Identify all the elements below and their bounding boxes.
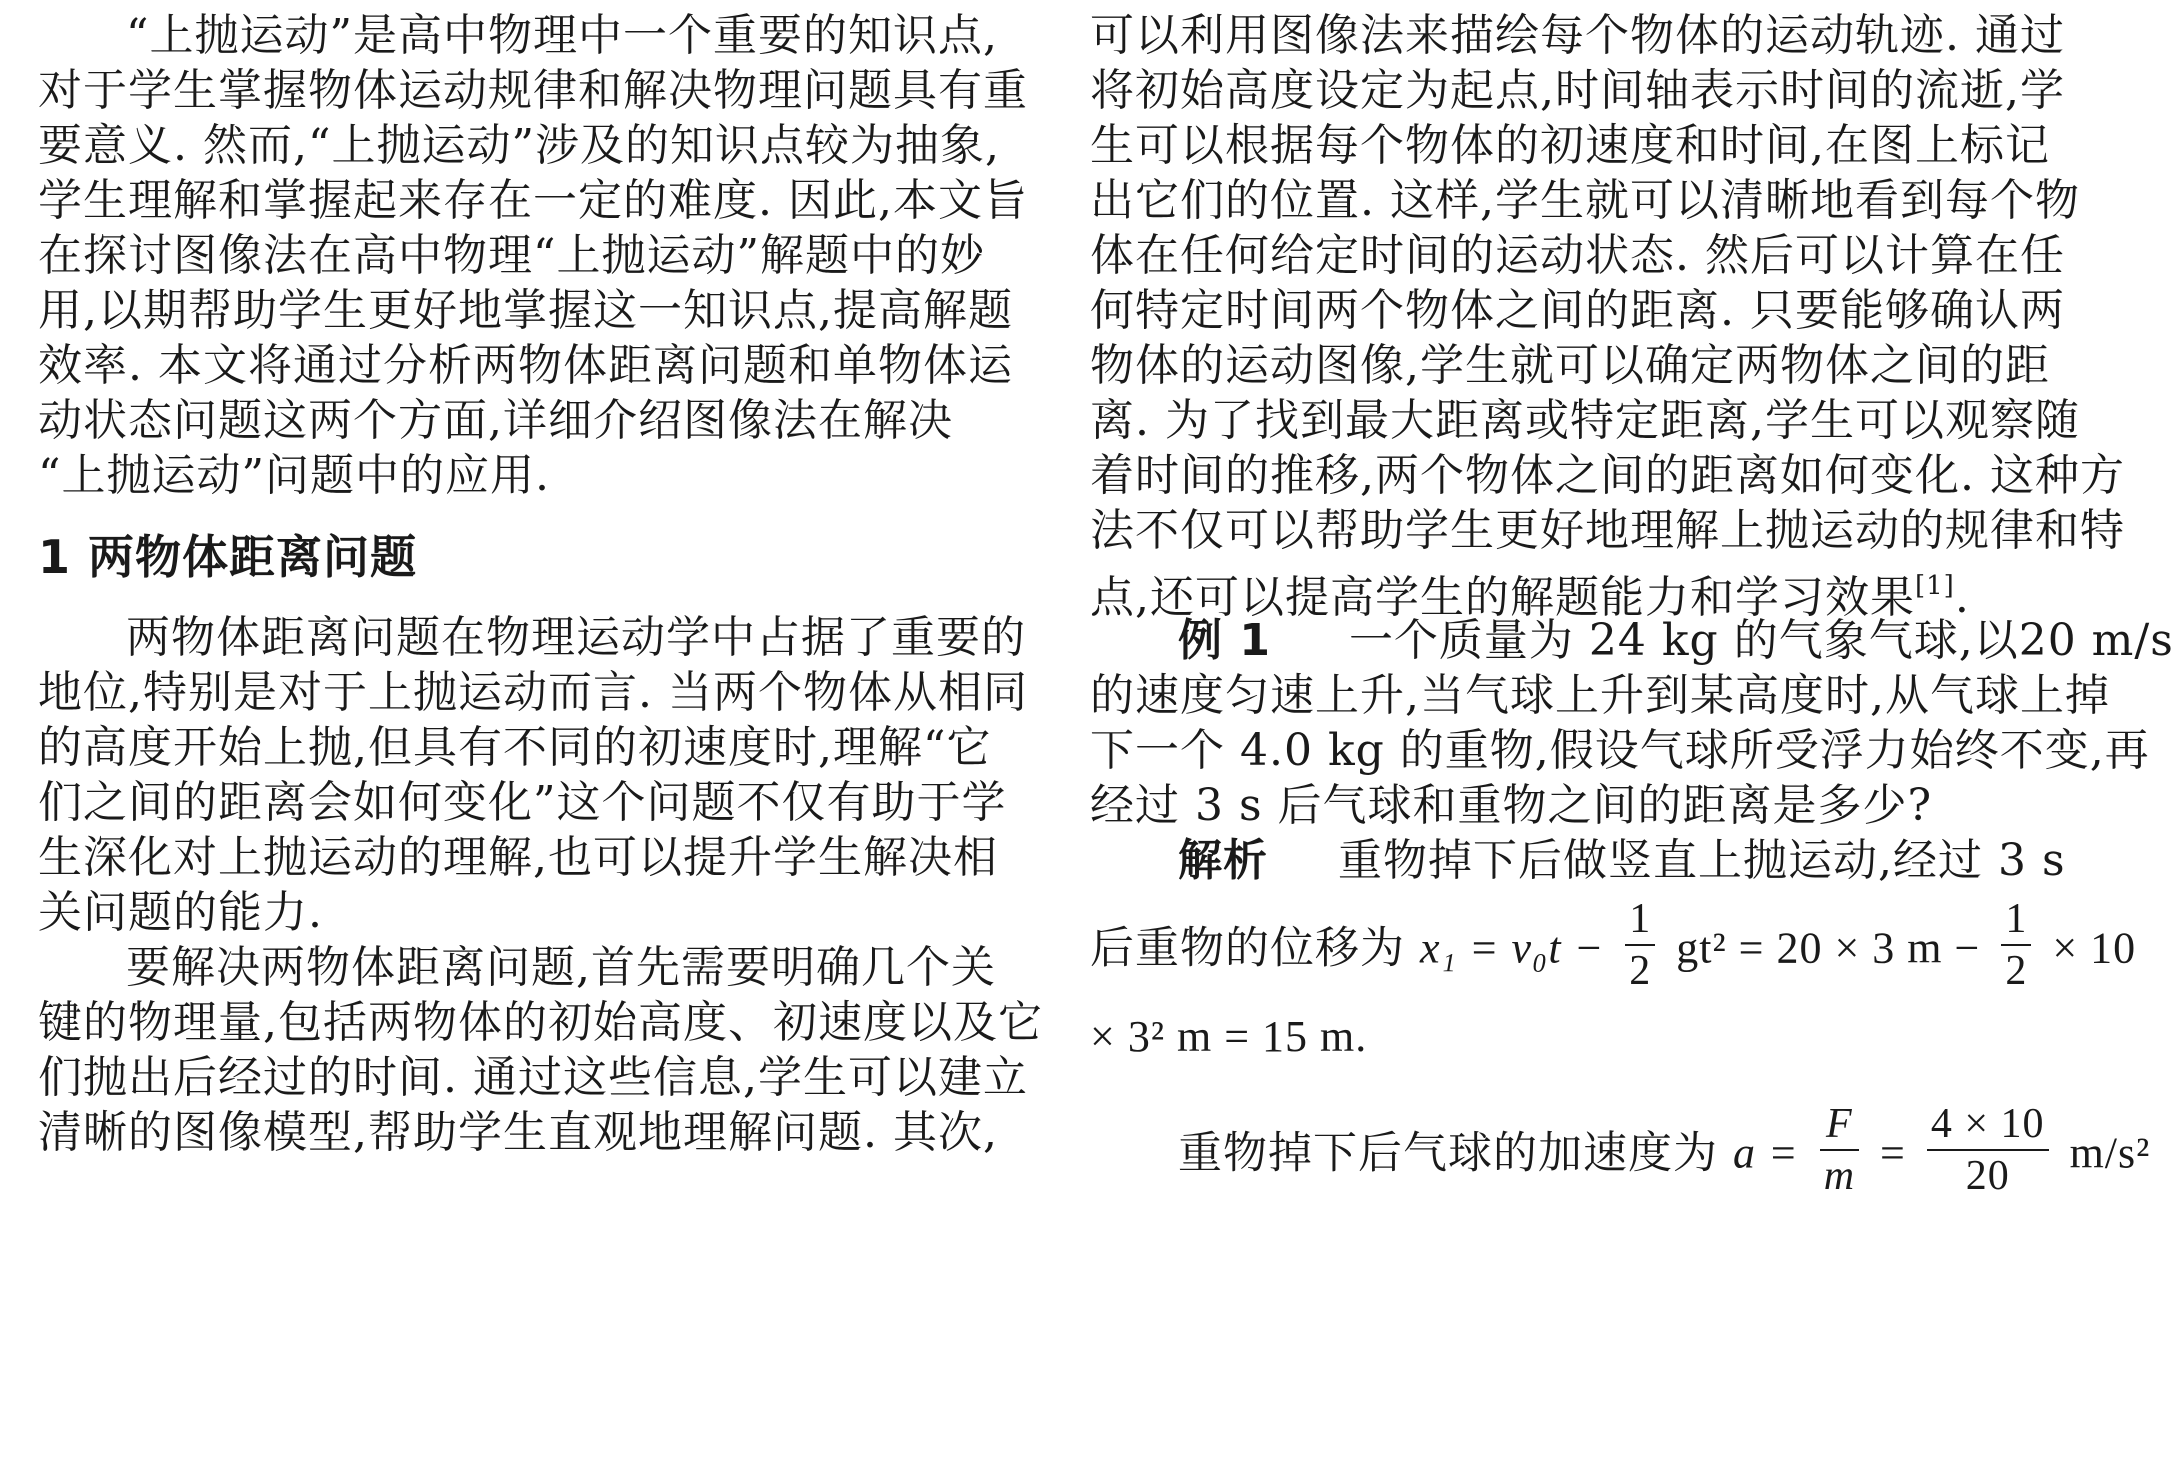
numerator: F: [1820, 1099, 1859, 1151]
denominator: 2: [2005, 948, 2028, 994]
numerator: 1: [1625, 894, 1655, 946]
text-line: 生可以根据每个物体的初速度和时间,在图上标记: [1090, 120, 2050, 171]
text-line: 将初始高度设定为起点,时间轴表示时间的流逝,学: [1090, 65, 2065, 116]
analysis-label: 解析: [1178, 835, 1268, 886]
text-run: 后重物的位移为: [1090, 922, 1405, 974]
equation-continued: × 3² m = 15 m.: [1090, 1012, 1368, 1061]
text-line: 离. 为了找到最大距离或特定距离,学生可以观察随: [1090, 395, 2080, 446]
fraction: [1927, 1099, 2049, 1201]
text-line: 要意义. 然而,“上抛运动”涉及的知识点较为抽象,: [38, 120, 1000, 171]
equals-sign: =: [1880, 1128, 1906, 1178]
text-line: “上抛运动”问题中的应用.: [38, 450, 550, 501]
section-heading: 1 两物体距离问题: [38, 530, 418, 584]
equation-line-2: [1178, 1101, 2151, 1207]
text-run: 重物掉下后气球的加速度为: [1178, 1127, 1718, 1179]
text-line: 物体的运动图像,学生就可以确定两物体之间的距: [1090, 340, 2050, 391]
text-run: 一个质量为 24 kg 的气象气球,以20 m/s: [1348, 615, 2174, 666]
text-run: 点,还可以提高学生的解题能力和学习效果: [1090, 572, 1915, 623]
text-line: 关问题的能力.: [38, 887, 323, 938]
text-line: 体在任何给定时间的运动状态. 然后可以计算在任: [1090, 230, 2065, 281]
text-line: 两物体距离问题在物理运动学中占据了重要的: [126, 612, 1026, 663]
analysis-first-line: [1178, 831, 2066, 891]
numerator: 1: [2001, 894, 2031, 946]
text-line: 的高度开始上抛,但具有不同的初速度时,理解“它: [38, 722, 992, 773]
fraction: [1625, 894, 1655, 996]
text-line: 要解决两物体距离问题,首先需要明确几个关: [126, 942, 996, 993]
equation-lhs: a =: [1733, 1128, 1799, 1178]
equation-tail: × 10: [2052, 923, 2137, 973]
text-line: 经过 3 s 后气球和重物之间的距离是多少?: [1090, 780, 1933, 831]
example-first-line: [1178, 611, 2174, 671]
text-run: 重物掉下后做竖直上抛运动,经过 3 s: [1338, 835, 2066, 886]
denominator: m: [1823, 1153, 1856, 1199]
text-line: 学生理解和掌握起来存在一定的难度. 因此,本文旨: [38, 175, 1028, 226]
text-run: .: [1954, 572, 1970, 623]
unit: m/s²: [2069, 1128, 2151, 1178]
text-line: 动状态问题这两个方面,详细介绍图像法在解决: [38, 395, 953, 446]
text-line: 效率. 本文将通过分析两物体距离问题和单物体运: [38, 340, 1013, 391]
text-line: 们之间的距离会如何变化”这个问题不仅有助于学: [38, 777, 1007, 828]
numerator: 4 × 10: [1927, 1099, 2049, 1151]
equation-mid: gt² = 20 × 3 m −: [1676, 923, 1981, 973]
text-line: 下一个 4.0 kg 的重物,假设气球所受浮力始终不变,再: [1090, 725, 2150, 776]
text-line: 对于学生掌握物体运动规律和解决物理问题具有重: [38, 65, 1028, 116]
text-line: 用,以期帮助学生更好地掌握这一知识点,提高解题: [38, 285, 1013, 336]
text-line: 清晰的图像模型,帮助学生直观地理解问题. 其次,: [38, 1107, 998, 1158]
fraction: [1820, 1099, 1859, 1201]
text-line: 在探讨图像法在高中物理“上抛运动”解题中的妙: [38, 230, 985, 281]
text-line: 们抛出后经过的时间. 通过这些信息,学生可以建立: [38, 1052, 1028, 1103]
text-line: 何特定时间两个物体之间的距离. 只要能够确认两: [1090, 285, 2065, 336]
example-label: 例 1: [1178, 615, 1271, 666]
text-line: 可以利用图像法来描绘每个物体的运动轨迹. 通过: [1090, 10, 2065, 61]
denominator: 20: [1965, 1153, 2010, 1199]
denominator: 2: [1629, 948, 1652, 994]
fraction: [2001, 894, 2031, 996]
text-line: 生深化对上抛运动的理解,也可以提升学生解决相: [38, 832, 998, 883]
text-line: 法不仅可以帮助学生更好地理解上抛运动的规律和特: [1090, 505, 2125, 556]
text-line: 地位,特别是对于上抛运动而言. 当两个物体从相同: [38, 667, 1028, 718]
text-line: 的速度匀速上升,当气球上升到某高度时,从气球上掉: [1090, 670, 2110, 721]
text-line: 着时间的推移,两个物体之间的距离如何变化. 这种方: [1090, 450, 2125, 501]
equation-lhs: x₁ = v₀t −: [1420, 923, 1605, 973]
equation-line-1: [1090, 896, 2137, 1002]
text-line: “上抛运动”是高中物理中一个重要的知识点,: [126, 10, 998, 61]
text-line: 键的物理量,包括两物体的初始高度、初速度以及它: [38, 997, 1043, 1048]
citation-ref[interactable]: [1]: [1915, 571, 1955, 601]
text-line: 出它们的位置. 这样,学生就可以清晰地看到每个物: [1090, 175, 2080, 226]
